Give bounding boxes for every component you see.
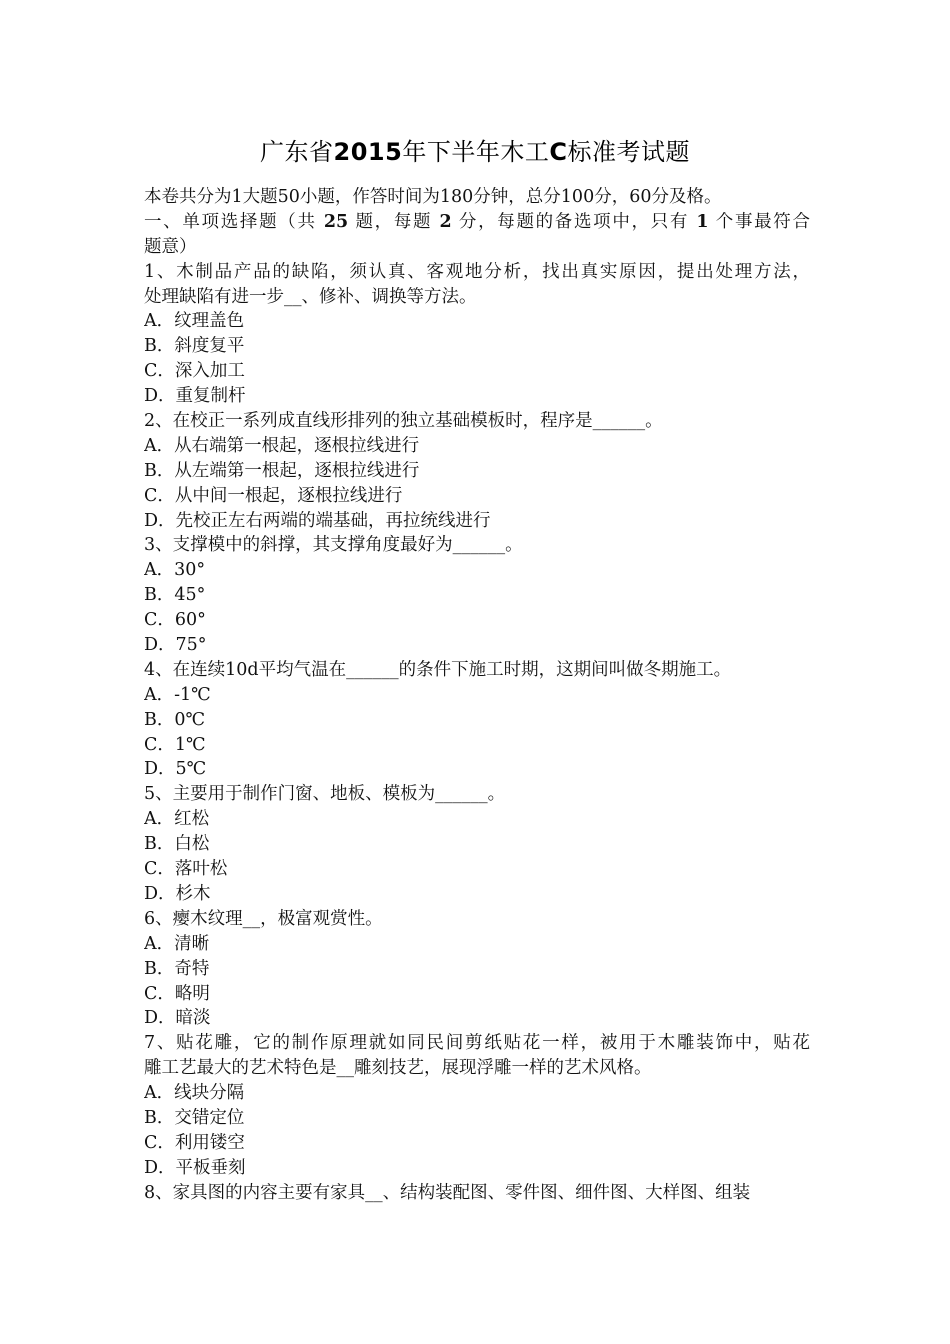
question-item [144, 260, 810, 409]
question-stem: 处理缺陷有进一步__、修补、调换等方法。 [144, 286, 477, 307]
section-text-c: 分，每题的备选项中，只有 [458, 211, 690, 232]
answer-option: A．清晰 [144, 933, 210, 954]
question-item [144, 409, 810, 533]
section-text-a: 一、单项选择题（共 [144, 211, 317, 232]
question-stem: 8、家具图的内容主要有家具__、结构装配图、零件图、细件图、大样图、组装 [144, 1182, 751, 1203]
answer-option: C．60° [144, 610, 206, 631]
question-stem: 雕工艺最大的艺术特色是__雕刻技艺，展现浮雕一样的艺术风格。 [144, 1058, 652, 1079]
answer-option: D．平板垂刻 [144, 1157, 246, 1178]
page-title [0, 136, 950, 168]
answer-option: B．0℃ [144, 709, 206, 730]
section-text-b: 题，每题 [355, 211, 433, 232]
answer-option: B．奇特 [144, 958, 210, 979]
title-middle: 年下半年木工 [402, 138, 550, 166]
answer-option: C．从中间一根起，逐根拉线进行 [144, 485, 403, 506]
answer-option: B．斜度复平 [144, 336, 245, 357]
answer-option: D．暗淡 [144, 1008, 211, 1029]
question-stem: 6、瘿木纹理__，极富观赏性。 [144, 908, 383, 929]
question-stem: 3、支撑模中的斜撑，其支撑角度最好为______。 [144, 535, 523, 556]
answer-option: A．红松 [144, 809, 210, 830]
question-item [144, 782, 810, 906]
answer-option: B．从左端第一根起，逐根拉线进行 [144, 460, 420, 481]
question-stem: 4、在连续10d平均气温在______的条件下施工时期，这期间叫做冬期施工。 [144, 659, 732, 680]
answer-option: C．落叶松 [144, 859, 228, 880]
answer-option: A．从右端第一根起，逐根拉线进行 [144, 435, 420, 456]
answer-option: D．先校正左右两端的端基础，再拉统线进行 [144, 510, 491, 531]
section-heading-cont: 题意） [144, 236, 197, 257]
question-item [144, 907, 810, 1031]
answer-option: A．30° [144, 560, 206, 581]
section-only: 1 [696, 211, 709, 232]
answer-option: C．略明 [144, 983, 210, 1004]
question-stem: 5、主要用于制作门窗、地板、模板为______。 [144, 784, 506, 805]
title-prefix: 广东省 [260, 138, 334, 166]
question-stem: 7、贴花雕，它的制作原理就如同民间剪纸贴花一样，被用于木雕装饰中，贴花 [144, 1033, 810, 1054]
answer-option: D．5℃ [144, 759, 207, 780]
section-question-count: 25 [323, 211, 349, 232]
answer-option: B．交错定位 [144, 1107, 245, 1128]
answer-option: C．深入加工 [144, 361, 245, 382]
question-stem: 1、木制品产品的缺陷，须认真、客观地分析，找出真实原因，提出处理方法， [144, 261, 810, 282]
answer-option: B．45° [144, 585, 206, 606]
section-points: 2 [439, 211, 452, 232]
question-item [144, 533, 810, 657]
section-heading [144, 210, 810, 235]
answer-option: A．线块分隔 [144, 1083, 245, 1104]
answer-option: D．75° [144, 635, 207, 656]
question-list [144, 260, 810, 1206]
title-grade: C [549, 138, 568, 166]
answer-option: C．利用镂空 [144, 1132, 245, 1153]
title-suffix: 标准考试题 [567, 138, 690, 166]
answer-option: A．纹理盖色 [144, 311, 245, 332]
exam-content [144, 185, 810, 1206]
answer-option: D．杉木 [144, 883, 211, 904]
answer-option: D．重复制杆 [144, 386, 246, 407]
question-item [144, 658, 810, 782]
answer-option: B．白松 [144, 834, 210, 855]
answer-option: C．1℃ [144, 734, 206, 755]
question-item [144, 1181, 810, 1206]
question-stem: 2、在校正一系列成直线形排列的独立基础模板时，程序是______。 [144, 411, 663, 432]
answer-option: A．-1℃ [144, 684, 211, 705]
exam-intro: 本卷共分为1大题50小题，作答时间为180分钟，总分100分，60分及格。 [144, 187, 722, 207]
question-item [144, 1031, 810, 1180]
title-year: 2015 [333, 138, 403, 166]
section-text-d: 个事最符合 [715, 211, 810, 232]
